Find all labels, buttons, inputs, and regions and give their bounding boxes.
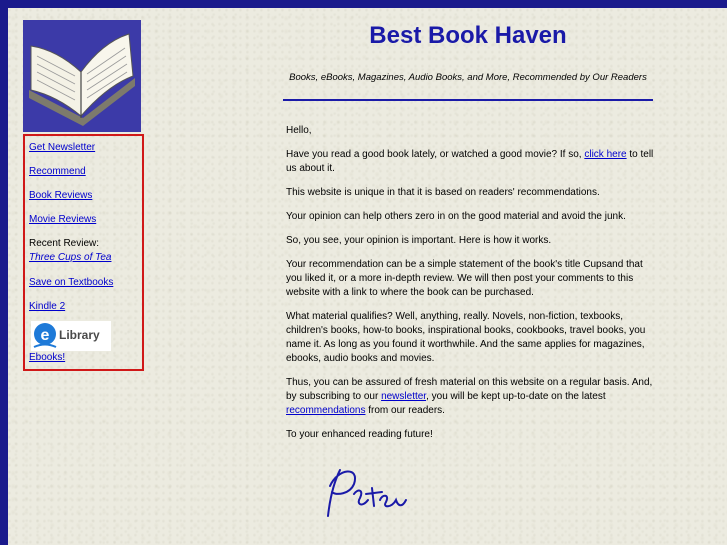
newsletter-link[interactable]: newsletter: [381, 391, 427, 402]
open-book-logo: [23, 20, 141, 132]
unique-paragraph: This website is unique in that it is based on readers' recommendations.: [286, 187, 600, 198]
recommendation-paragraph: Your recommendation can be a simple statement of the book's title Cupsand that you liked it, or a more in-depth review. We will then post your comments to this website with a link to where the book can be purchased.: [286, 259, 643, 298]
svg-text:e: e: [40, 327, 50, 344]
nav-save-textbooks[interactable]: Save on Textbooks: [29, 277, 114, 288]
elibrary-logo-text: Library: [59, 328, 100, 342]
elibrary-logo[interactable]: [31, 321, 111, 351]
title-divider: [283, 99, 653, 101]
site-tagline: Books, eBooks, Magazines, Audio Books, and More, Recommended by Our Readers: [289, 72, 647, 83]
newsletter-paragraph: Thus, you can be assured of fresh material on this website on a regular basis. And, by subscribing to our newsletter, you will be kept up-to-date on the latest recommendations from our readers.: [286, 377, 653, 416]
recommendations-link[interactable]: recommendations: [286, 405, 366, 416]
greeting: Hello,: [286, 125, 312, 136]
material-paragraph: What material qualifies? Well, anything, really. Novels, non-fiction, texbooks, children's books, how-to books, inspirational books, cookbooks, travel books, you name it. As long as you found it worthwhile. And the same applies for magazines, ebooks, audio books and movies.: [286, 311, 646, 364]
nav-ebooks[interactable]: Ebooks!: [29, 352, 66, 363]
nav-kindle[interactable]: Kindle 2: [29, 301, 66, 312]
how-it-works-paragraph: So, you see, your opinion is important. Here is how it works.: [286, 235, 552, 246]
nav-recent-review-title[interactable]: Three Cups of Tea: [29, 252, 112, 263]
opinion-paragraph: Your opinion can help others zero in on the good material and avoid the junk.: [286, 211, 626, 222]
sidebar-nav: [23, 134, 144, 371]
closing-line: To your enhanced reading future!: [286, 429, 433, 440]
intro-paragraph: Have you read a good book lately, or watched a good movie? If so, click here to tell us about it.: [286, 149, 654, 174]
nav-get-newsletter[interactable]: Get Newsletter: [29, 142, 96, 153]
recent-review-label: Recent Review:: [29, 238, 100, 249]
main-content: [286, 124, 656, 452]
signature-image: [320, 462, 410, 522]
nav-recommend[interactable]: Recommend: [29, 166, 86, 177]
click-here-link[interactable]: click here: [584, 149, 627, 160]
signature: [320, 462, 410, 522]
open-book-icon: [23, 20, 141, 132]
site-title: Best Book Haven: [369, 22, 567, 49]
nav-movie-reviews[interactable]: Movie Reviews: [29, 214, 97, 225]
nav-book-reviews[interactable]: Book Reviews: [29, 190, 93, 201]
